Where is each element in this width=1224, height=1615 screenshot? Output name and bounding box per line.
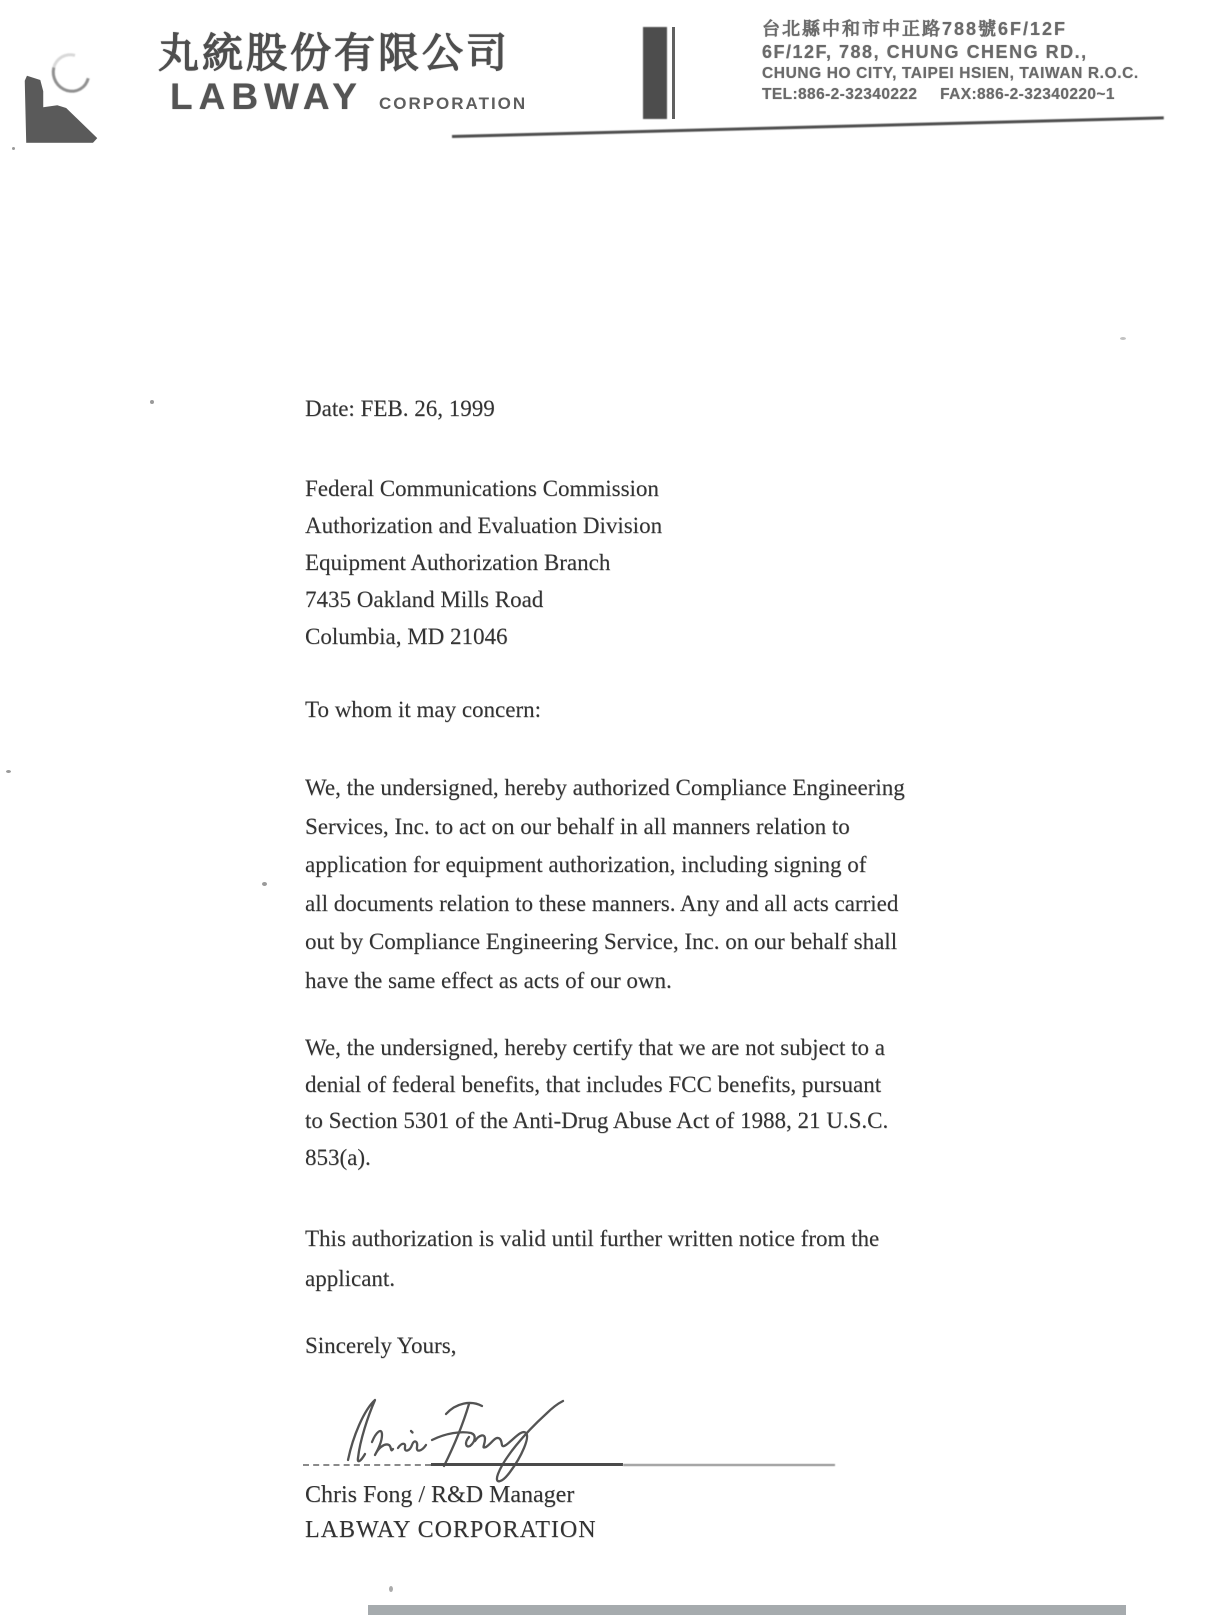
text-line: have the same effect as acts of our own. (305, 967, 672, 993)
signer-name-title: Chris Fong / R&D Manager (305, 1482, 575, 1508)
company-address-block (762, 18, 1182, 106)
company-name-chinese: 丸統股份有限公司 (158, 30, 510, 76)
address-line-chinese: 台北縣中和市中正路788號6F/12F (762, 19, 1068, 39)
company-name-row (170, 76, 527, 118)
scan-speck (12, 147, 15, 150)
header-rule-line (452, 116, 1164, 138)
company-suffix: CORPORATION (378, 94, 528, 113)
recipient-address-block (305, 470, 662, 655)
text-line: Federal Communications Commission (305, 476, 659, 501)
crescent-stamp-mark (45, 46, 98, 100)
text-line: all documents relation to these manners. Any and all acts carried (305, 890, 899, 916)
salutation: To whom it may concern: (305, 697, 541, 722)
signature-line-solid (431, 1463, 623, 1466)
fax-number: FAX:886-2-32340220~1 (940, 86, 1115, 103)
header-divider-thin-line (672, 27, 675, 119)
text-line: application for equipment authorization, including signing of (305, 852, 867, 878)
paragraph-validity (305, 1219, 879, 1299)
text-line: We, the undersigned, hereby authorized Compliance Engineering (305, 775, 905, 800)
text-line: This authorization is valid until further written notice from the (305, 1226, 880, 1251)
text-line: Equipment Authorization Branch (305, 550, 611, 575)
text-line: We, the undersigned, hereby certify that we are not subject to a (305, 1035, 885, 1060)
tel-number: TEL:886-2-32340222 (762, 86, 918, 103)
paragraph-certification (305, 1030, 888, 1176)
text-line: applicant. (305, 1266, 396, 1291)
text-line: 7435 Oakland Mills Road (305, 587, 544, 612)
text-line: 853(a). (305, 1144, 371, 1170)
text-line: denial of federal benefits, that includes FCC benefits, pursuant (305, 1071, 882, 1097)
signature-handwriting (298, 1388, 598, 1488)
address-line-street: 6F/12F, 788, CHUNG CHENG RD., (762, 42, 1088, 62)
text-line: Services, Inc. to act on our behalf in all manners relation to (305, 813, 850, 839)
text-line: Columbia, MD 21046 (305, 624, 508, 649)
paragraph-authorization (305, 769, 905, 1001)
scan-speck (1120, 337, 1126, 340)
signature-line-faint (623, 1464, 835, 1466)
date-line: Date: FEB. 26, 1999 (305, 396, 495, 421)
scan-speck (150, 400, 154, 404)
header-divider-bar (643, 27, 667, 119)
scan-speck (6, 770, 11, 773)
text-line: Authorization and Evaluation Division (305, 513, 663, 538)
address-line-telfax (762, 84, 1182, 106)
text-line: out by Compliance Engineering Service, Inc. on our behalf shall (305, 929, 898, 955)
closing-line: Sincerely Yours, (305, 1333, 457, 1358)
signer-company: LABWAY CORPORATION (305, 1517, 597, 1543)
address-line-city: CHUNG HO CITY, TAIPEI HSIEN, TAIWAN R.O.C. (762, 65, 1139, 82)
scan-speck (262, 882, 267, 886)
company-name-english: LABWAY (170, 76, 363, 117)
signature-line-dashed (303, 1464, 431, 1466)
scan-edge-bar (368, 1605, 1126, 1615)
text-line: to Section 5301 of the Anti-Drug Abuse Act of 1988, 21 U.S.C. (305, 1108, 889, 1134)
scan-speck (389, 1586, 393, 1592)
